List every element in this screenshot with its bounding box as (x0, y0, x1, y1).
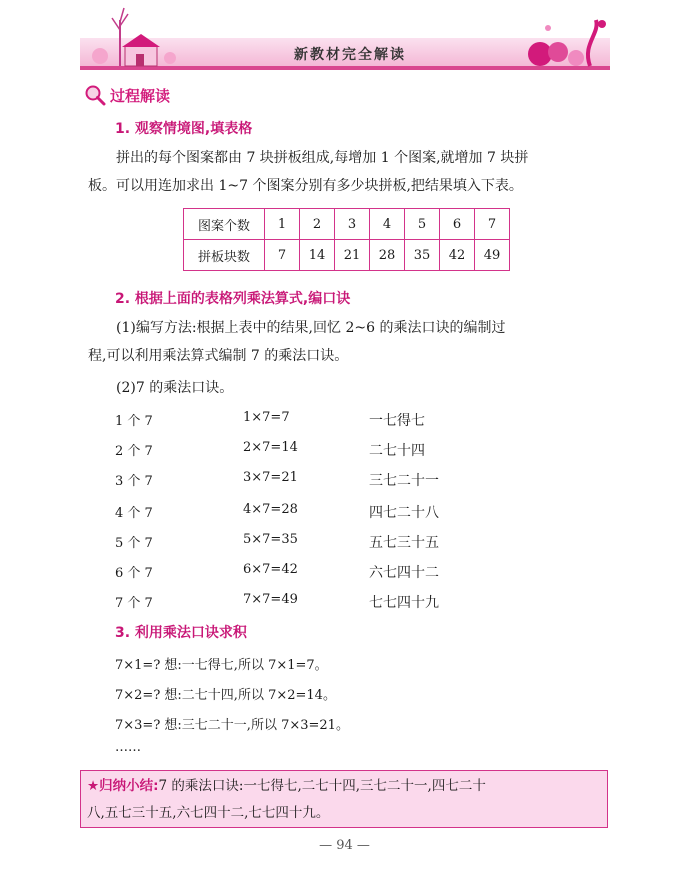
table-cell: 3 (335, 209, 370, 240)
section-heading (84, 84, 170, 106)
rhyme-equation: 5×7=35 (243, 532, 298, 547)
table-cell: 6 (440, 209, 475, 240)
part1-text-line1: 拼出的每个图案都由 7 块拼板组成,每增加 1 个图案,就增加 7 块拼 (116, 150, 529, 166)
rhyme-equation: 3×7=21 (243, 470, 298, 485)
rhyme-count: 6 个 7 (115, 566, 153, 581)
table-row (184, 209, 510, 240)
rhyme-equation: 7×7=49 (243, 592, 298, 607)
table-cell: 14 (300, 240, 335, 271)
rhyme-text: 四七二十八 (369, 505, 439, 521)
part2-sub2: (2)7 的乘法口诀。 (116, 380, 234, 396)
table-cell: 28 (370, 240, 405, 271)
product-line: 7×1=? 想:一七得七,所以 7×1=7。 (115, 658, 328, 673)
table-cell: 2 (300, 209, 335, 240)
table-cell: 5 (405, 209, 440, 240)
rhyme-text: 五七三十五 (369, 535, 439, 551)
rhyme-text: 三七二十一 (369, 473, 439, 489)
summary-text-line2: 八,五七三十五,六七四十二,七七四十九。 (87, 805, 330, 821)
rhyme-text: 六七四十二 (369, 565, 439, 581)
rhyme-text: 七七四十九 (369, 595, 439, 611)
part1-heading: 1. 观察情境图,填表格 (115, 121, 253, 137)
page-number: — 94 — (319, 838, 370, 853)
part1-text (88, 144, 618, 200)
table-cell: 7 (475, 209, 510, 240)
table-cell: 7 (265, 240, 300, 271)
rhyme-equation: 6×7=42 (243, 562, 298, 577)
ellipsis: …… (115, 740, 141, 755)
rhyme-equation: 1×7=7 (243, 410, 290, 425)
product-line: 7×3=? 想:三七二十一,所以 7×3=21。 (115, 718, 349, 733)
page-header (80, 0, 610, 80)
header-title: 新教材完全解读 (294, 47, 406, 63)
table-cell: 1 (265, 209, 300, 240)
house-tree-decoration-icon (80, 0, 180, 70)
part2-method-line1: (1)编写方法:根据上表中的结果,回忆 2~6 的乘法口诀的编制过 (116, 320, 506, 336)
part3-heading: 3. 利用乘法口诀求积 (115, 625, 247, 641)
summary-box (80, 770, 608, 828)
table-cell: 4 (370, 209, 405, 240)
summary-label: ★归纳小结: (87, 778, 159, 794)
table-cell: 35 (405, 240, 440, 271)
rhyme-text: 一七得七 (369, 413, 425, 429)
magnifier-icon (84, 84, 106, 106)
rhyme-count: 3 个 7 (115, 474, 153, 489)
table-cell: 21 (335, 240, 370, 271)
table-cell: 49 (475, 240, 510, 271)
table-row-label: 图案个数 (184, 209, 265, 240)
flower-decoration-icon (520, 14, 610, 70)
table-row (184, 240, 510, 271)
product-line: 7×2=? 想:二七十四,所以 7×2=14。 (115, 688, 336, 703)
part1-text-line2: 板。可以用连加求出 1~7 个图案分别有多少块拼板,把结果填入下表。 (88, 178, 523, 194)
rhyme-count: 4 个 7 (115, 506, 153, 521)
rhyme-text: 二七十四 (369, 443, 425, 459)
part2-heading: 2. 根据上面的表格列乘法算式,编口诀 (115, 291, 351, 307)
pattern-table (183, 208, 510, 271)
rhyme-equation: 2×7=14 (243, 440, 298, 455)
rhyme-count: 5 个 7 (115, 536, 153, 551)
summary-text-line1: 7 的乘法口诀:一七得七,二七十四,三七二十一,四七二十 (158, 778, 486, 794)
rhyme-equation: 4×7=28 (243, 502, 298, 517)
section-title: 过程解读 (110, 86, 171, 105)
table-cell: 42 (440, 240, 475, 271)
rhyme-count: 7 个 7 (115, 596, 153, 611)
rhyme-count: 2 个 7 (115, 444, 153, 459)
part2-method (88, 314, 618, 370)
part2-method-line2: 程,可以利用乘法算式编制 7 的乘法口诀。 (88, 348, 349, 364)
table-row-label: 拼板块数 (184, 240, 265, 271)
rhyme-count: 1 个 7 (115, 414, 153, 429)
